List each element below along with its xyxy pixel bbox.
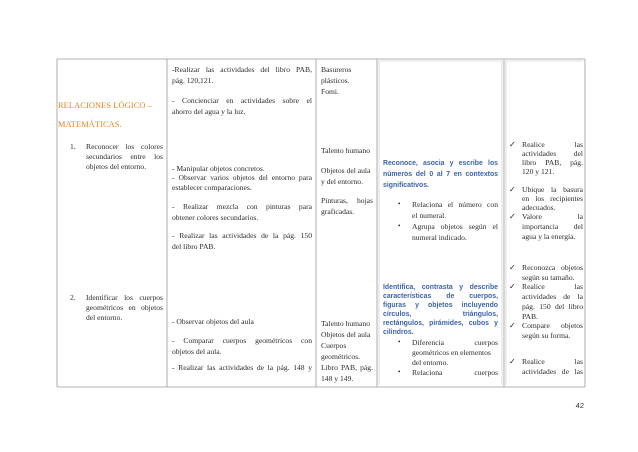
indicator-text: características de cuerpos,	[383, 293, 498, 300]
activity-text: obtener colores secundarios.	[172, 213, 259, 222]
indicator-text: cilindros.	[383, 329, 414, 336]
evaluation-text: Valore la	[522, 212, 583, 221]
resource-text: Basureros	[321, 65, 352, 74]
evaluation-text: según su tamaño.	[522, 273, 575, 282]
indicator-bullet-text: Diferencia cuerpos	[412, 338, 498, 347]
indicator-text: Identifica, contrasta y describe	[383, 284, 498, 291]
check-icon: ✓	[509, 263, 516, 272]
evaluation-text: adecuados.	[522, 203, 556, 212]
evaluation-text: según su forma.	[522, 331, 571, 340]
indicator-text: círculos, triángulos,	[383, 311, 498, 318]
check-icon: ✓	[509, 321, 516, 330]
objective-text: geométricos en objetos	[86, 303, 163, 312]
evaluation-text: PAB.	[522, 312, 538, 321]
evaluation-text: Reconozca objetos	[522, 263, 583, 272]
indicator-bullet-text: Relaciona cuerpos	[412, 368, 498, 377]
evaluation-text: importancia del	[522, 222, 583, 231]
activity-text: -Realizar las actividades del libro PAB,	[172, 65, 312, 74]
check-icon: ✓	[509, 140, 516, 149]
indicator-bullet-text: del entorno.	[412, 358, 449, 367]
section-title: RELACIONES LÓGICO –	[58, 101, 153, 110]
activity-text: ahorro del agua y la luz.	[172, 107, 246, 116]
indicator-text: rectángulos, pirámides, cubos y	[383, 320, 498, 327]
activity-text: - Manipular objetos concretos.	[172, 164, 265, 173]
check-icon: ✓	[509, 357, 516, 366]
activity-text: pág. 120,121.	[172, 76, 214, 85]
objective-number: 2.	[70, 293, 76, 302]
bullet-icon: •	[398, 338, 401, 346]
bullet-icon: •	[398, 368, 401, 376]
check-icon: ✓	[509, 282, 516, 291]
resource-text: 148 y 149.	[321, 374, 354, 383]
indicator-text: números del 0 al 7 en contextos	[383, 171, 498, 178]
page-number: 42	[575, 401, 584, 410]
evaluation-text: actividades del	[522, 149, 583, 158]
activity-text: establecer comparaciones.	[172, 183, 252, 192]
check-icon: ✓	[509, 212, 516, 221]
resource-text: Libro PAB, pág.	[321, 363, 373, 372]
objective-text: secundarios entre los	[86, 152, 163, 161]
resource-text: geométricos.	[321, 352, 361, 361]
evaluation-text: Ubique la basura	[522, 185, 583, 194]
indicator-text: Reconoce, asocia y escribe los	[383, 160, 498, 167]
indicator-bullet-text: Relaciona el número con	[412, 200, 498, 209]
bullet-icon: •	[398, 222, 401, 230]
objective-text: Reconocer los colores	[86, 142, 163, 151]
evaluation-text: Realice las	[522, 282, 583, 291]
evaluation-text: pág. 150 del libro	[522, 302, 583, 311]
activity-text: - Comparar cuerpos geométricos con	[172, 336, 312, 345]
evaluation-text: libro PAB, pág.	[522, 158, 583, 167]
resource-text: Objetos del aula	[321, 330, 371, 339]
evaluation-text: Compare objetos	[522, 321, 583, 330]
resource-text: Objetos del aula	[321, 166, 371, 175]
objective-text: objetos del entorno.	[86, 162, 147, 171]
resource-text: Talento humano	[321, 146, 371, 155]
resource-text: Fomi.	[321, 87, 339, 96]
activity-text: - Observar objetos del aula	[172, 317, 254, 326]
evaluation-text: Realice las	[522, 357, 583, 366]
activity-text: - Observar varios objetos del entorno para	[172, 173, 312, 182]
activity-text: - Concienciar en actividades sobre el	[172, 96, 312, 105]
indicator-bullet-text: Agrupa objetos según el	[412, 222, 498, 231]
resource-text: Cuerpos	[321, 341, 347, 350]
objective-text: del entorno.	[86, 313, 123, 322]
activity-text: - Realizar las actividades de la pág. 148 y	[172, 363, 312, 372]
evaluation-text: actividades de la	[522, 292, 583, 301]
activity-text: - Realizar las actividades de la pág. 150	[172, 231, 312, 240]
bullet-icon: •	[398, 200, 401, 208]
resource-text: Talento humano	[321, 319, 371, 328]
indicator-bullet-text: el numeral.	[412, 211, 447, 220]
resource-text: Pinturas, hojas	[321, 196, 373, 205]
check-icon: ✓	[509, 185, 516, 194]
activity-text: del libro PAB.	[172, 242, 216, 251]
indicator-bullet-text: geométricos en elementos	[412, 348, 491, 357]
indicator-bullet-text: numeral indicado.	[412, 233, 467, 242]
objective-number: 1.	[70, 142, 76, 151]
evaluation-text: en los recipientes	[522, 194, 583, 203]
section-title-line2: MATEMÁTICAS.	[58, 120, 122, 129]
resource-text: y del entorno.	[321, 177, 363, 186]
resource-text: plásticos.	[321, 76, 350, 85]
resource-text: graficadas.	[321, 207, 355, 216]
evaluation-text: agua y la energía.	[522, 232, 576, 241]
objective-text: Identificar los cuerpos	[86, 293, 163, 302]
evaluation-text: Realice las	[522, 140, 583, 149]
indicator-text: significativos.	[383, 182, 429, 189]
activity-text: objetos del aula.	[172, 347, 222, 356]
evaluation-text: 120 y 121.	[522, 167, 555, 176]
activity-text: - Realizar mezcla con pinturas para	[172, 202, 312, 211]
evaluation-text: actividades de las	[522, 367, 583, 376]
indicator-text: figuras y objetos incluyendo	[383, 302, 498, 309]
